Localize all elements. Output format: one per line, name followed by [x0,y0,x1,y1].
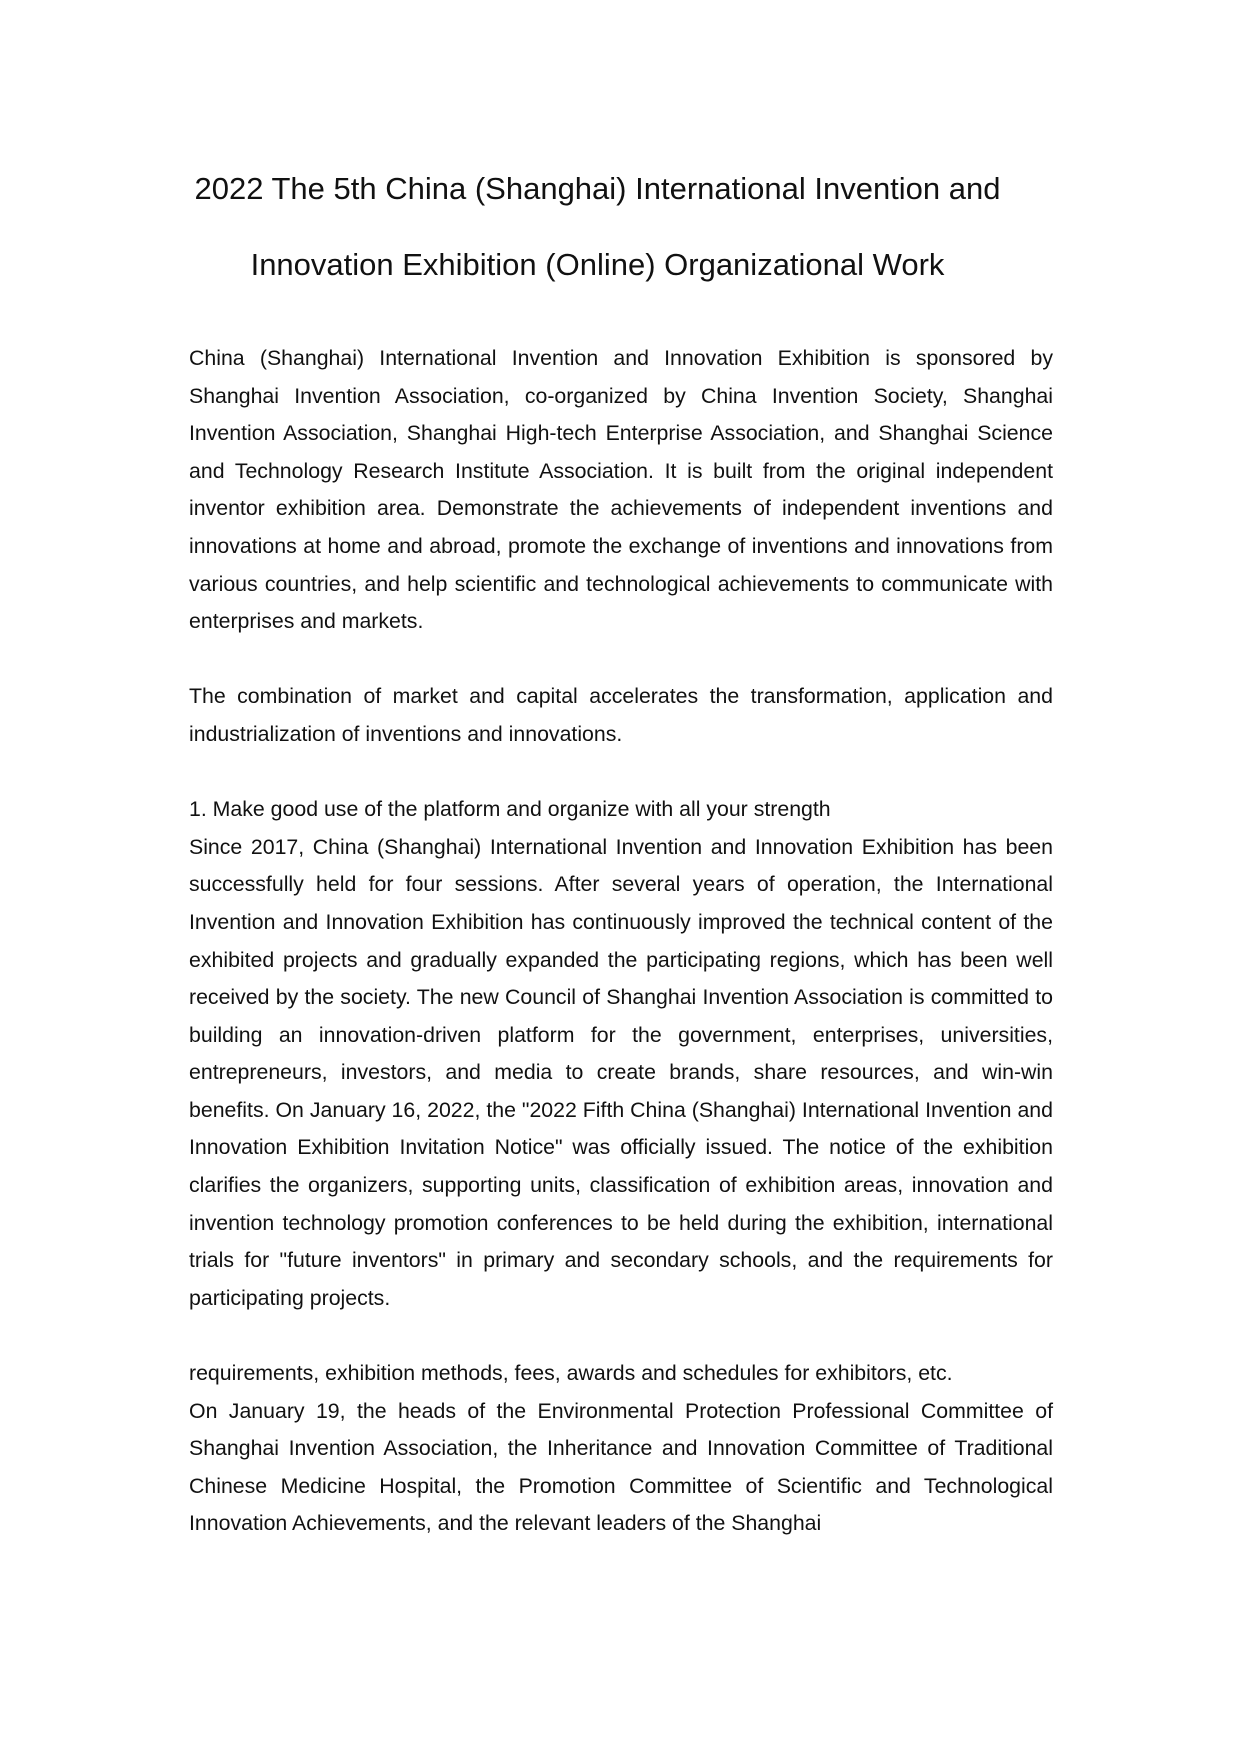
paragraph-history: Since 2017, China (Shanghai) International Invention and Innovation Exhibition has been successfully held for four sessions. After several years of operation, the International Invention and Innovation Exhibition has continuously improved the technical content of the exhibited projects and gradually expanded the participating regions, which has been well received by the society. The new Council of Shanghai Invention Association is committed to building an innovation-driven platform for the government, enterprises, universities, entrepreneurs, investors, and media to create brands, share resources, and win-win benefits. On January 16, 2022, the "2022 Fifth China (Shanghai) International Invention and Innovation Exhibition Invitation Notice" was officially issued. The notice of the exhibition clarifies the organizers, supporting units, classification of exhibition areas, innovation and invention technology promotion conferences to be held during the exhibition, international trials for "future inventors" in primary and secondary schools, and the requirements for participating projects. [189,834,1053,1310]
document-body [189,340,1053,1543]
section-heading-1: 1. Make good use of the platform and organize with all your strength [189,797,831,822]
paragraph-spacer [189,1317,1053,1355]
paragraph-requirements: requirements, exhibition methods, fees, awards and schedules for exhibitors, etc. [189,1361,953,1386]
paragraph-market-capital: The combination of market and capital accelerates the transformation, application and industrialization of inventions and innovations. [189,684,1053,746]
document-title-line-1: 2022 The 5th China (Shanghai) International Invention and [194,171,1001,206]
paragraph-spacer [189,754,1053,792]
document-title-line-2: Innovation Exhibition (Online) Organizational Work [250,247,945,282]
paragraph-spacer [189,641,1053,679]
paragraph-introduction: China (Shanghai) International Invention and Innovation Exhibition is sponsored by Shanghai Invention Association, co-organized by China Invention Society, Shanghai Invention Association, Shanghai High-tech Enterprise Association, and Shanghai Science and Technology Research Institute Association. It is built from the original independent inventor exhibition area. Demonstrate the achievements of independent inventions and innovations at home and abroad, promote the exchange of inventions and innovations from various countries, and help scientific and technological achievements to communicate with enterprises and markets. [189,346,1053,634]
paragraph-january-19: On January 19, the heads of the Environmental Protection Professional Committee of Shanghai Invention Association, the Inheritance and Innovation Committee of Traditional Chinese Medicine Hospital, the Promotion Committee of Scientific and Technological Innovation Achievements, and the relevant leaders of the Shanghai [189,1398,1053,1536]
